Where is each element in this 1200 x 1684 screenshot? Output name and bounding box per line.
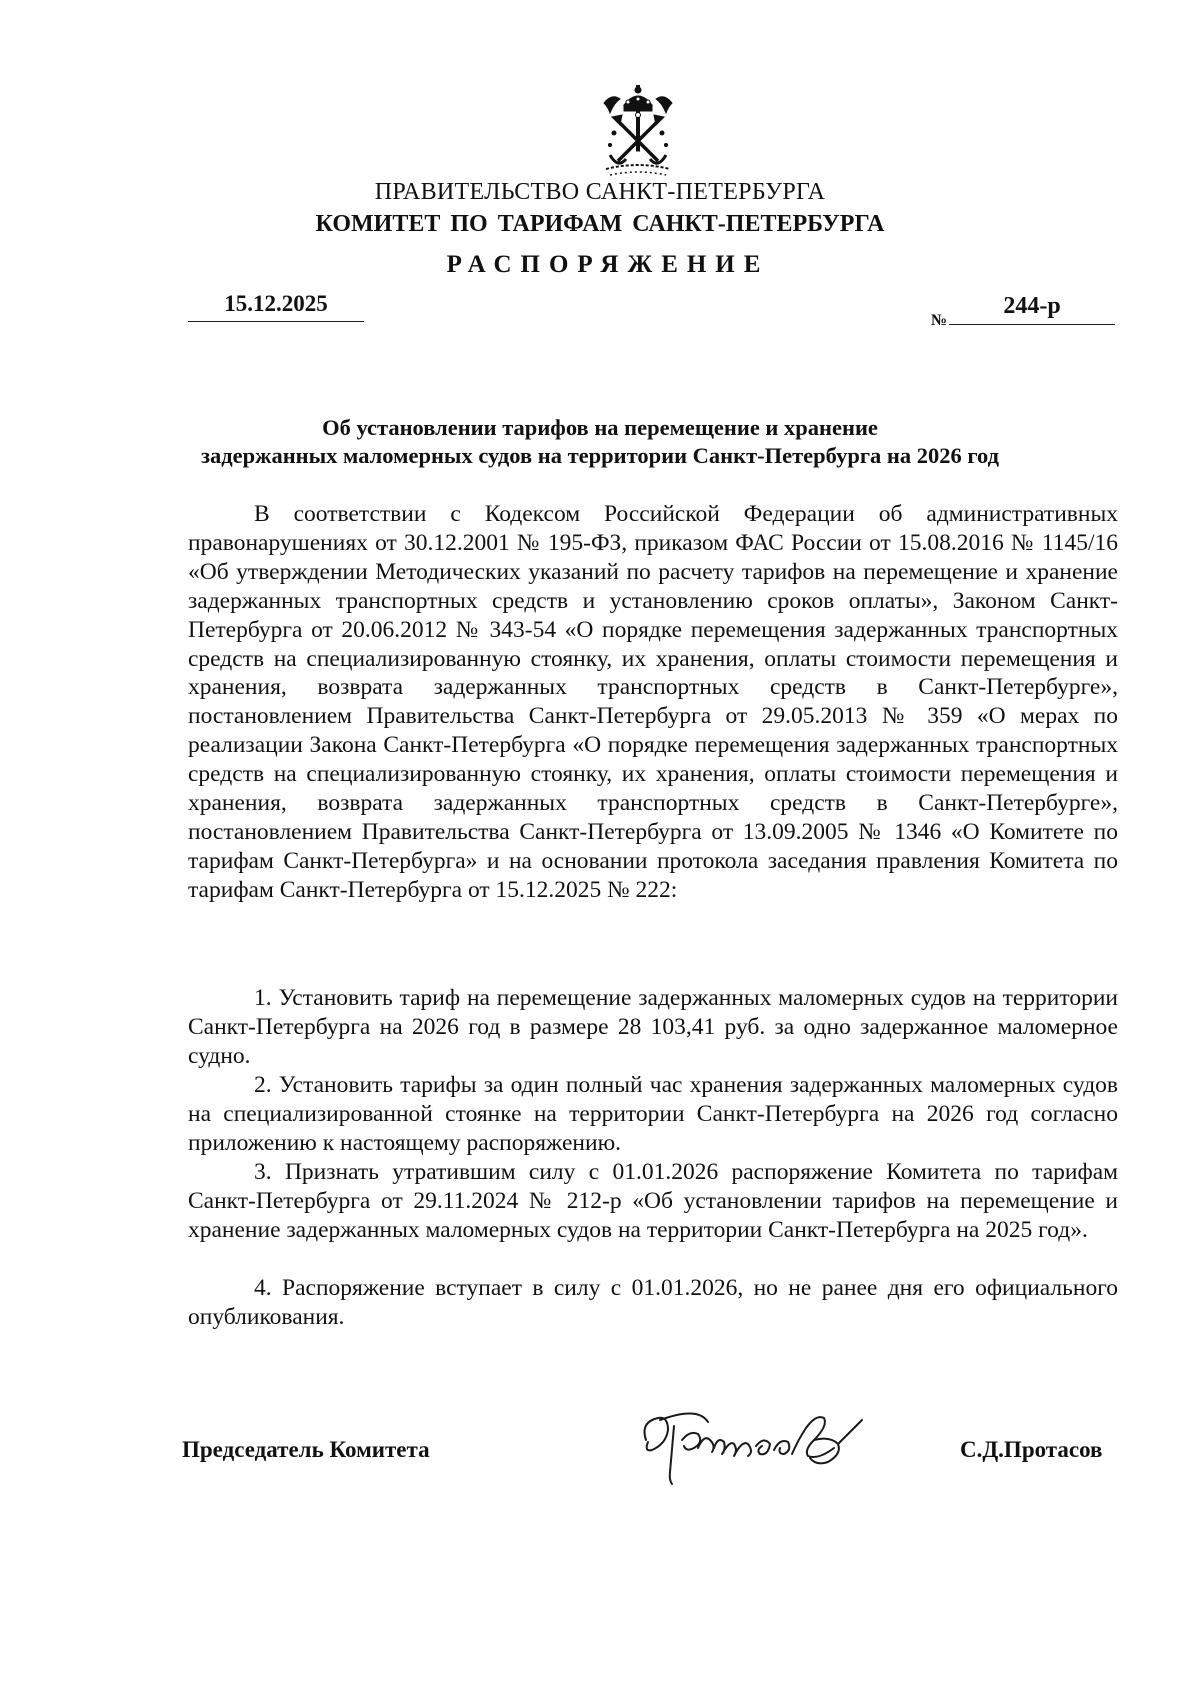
order-item-2: 2. Установить тарифы за один полный час хранения задержанных маломерных судов на специализированной стоянке на территории Санкт-Петербурга на 2026 год согласно приложению к настоящему распоряжению. [188,1072,1118,1156]
signer-name: С.Д.Протасов [960,1437,1103,1462]
document-number-value: 244-р [1003,293,1061,319]
document-type: РАСПОРЯЖЕНИЕ [446,251,770,278]
date-underline [188,321,364,322]
signer-position: Председатель Комитета [182,1437,430,1462]
order-item-3: 3. Признать утратившим силу с 01.01.2026 распоряжение Комитета по тарифам Санкт-Петербурга от 29.11.2024 № 212-р «Об установлении тарифов на перемещение и хранение задержанных маломерных судов на территории Санкт-Петербурга на 2025 год». [188,1159,1118,1243]
order-item-4: 4. Распоряжение вступает в силу с 01.01.2026, но не ранее дня его официального опубликования. [188,1275,1118,1330]
number-sign: № [931,312,948,329]
document-date [188,291,364,322]
number-underline [949,324,1115,325]
handwritten-signature-icon [638,1400,898,1490]
legal-basis-paragraph: В соответствии с Кодексом Российской Федерации об административных правонарушениях от 30.12.2001 № 195-ФЗ, приказом ФАС России от 15.08.2016 № 1145/16 «Об утверждении Методических указаний по расчету тарифов на перемещение и хранение задержанных транспортных средств и установлению сроков оплаты», Законом Санкт-Петербурга от 20.06.2012 № 343-54 «О порядке перемещения задержанных транспортных средств на специализированную стоянку, их хранения, оплаты стоимости перемещения и хранения, возврата задержанных транспортных средств в Санкт-Петербурге», постановлением Правительства Санкт-Петербурга от 29.05.2013 № 359 «О мерах по реализации Закона Санкт-Петербурга «О порядке перемещения задержанных транспортных средств на специализированную стоянку, их хранения, оплаты стоимости перемещения и хранения, возврата задержанных транспортных средств в Санкт-Петербурге», постановлением Правительства Санкт-Петербурга от 13.09.2005 № 1346 «О Комитете по тарифам Санкт-Петербурга» и на основании протокола заседания правления Комитета по тарифам Санкт-Петербурга от 15.12.2025 № 222: [188,501,1118,903]
document-number [949,293,1115,325]
document-title-line-2: задержанных маломерных судов на территории Санкт-Петербурга на 2026 год [200,443,1000,468]
order-item-1: 1. Установить тариф на перемещение задержанных маломерных судов на территории Санкт-Петербурга на 2026 год в размере 28 103,41 руб. за одно задержанное маломерное судно. [188,985,1118,1069]
committee-name: КОМИТЕТ ПО ТАРИФАМ САНКТ-ПЕТЕРБУРГА [315,211,885,237]
st-petersburg-coat-of-arms-icon [598,85,678,177]
government-name: ПРАВИТЕЛЬСТВО САНКТ-ПЕТЕРБУРГА [374,179,826,205]
document-date-value: 15.12.2025 [224,291,328,316]
document-title-line-1: Об установлении тарифов на перемещение и хранение [322,415,878,440]
